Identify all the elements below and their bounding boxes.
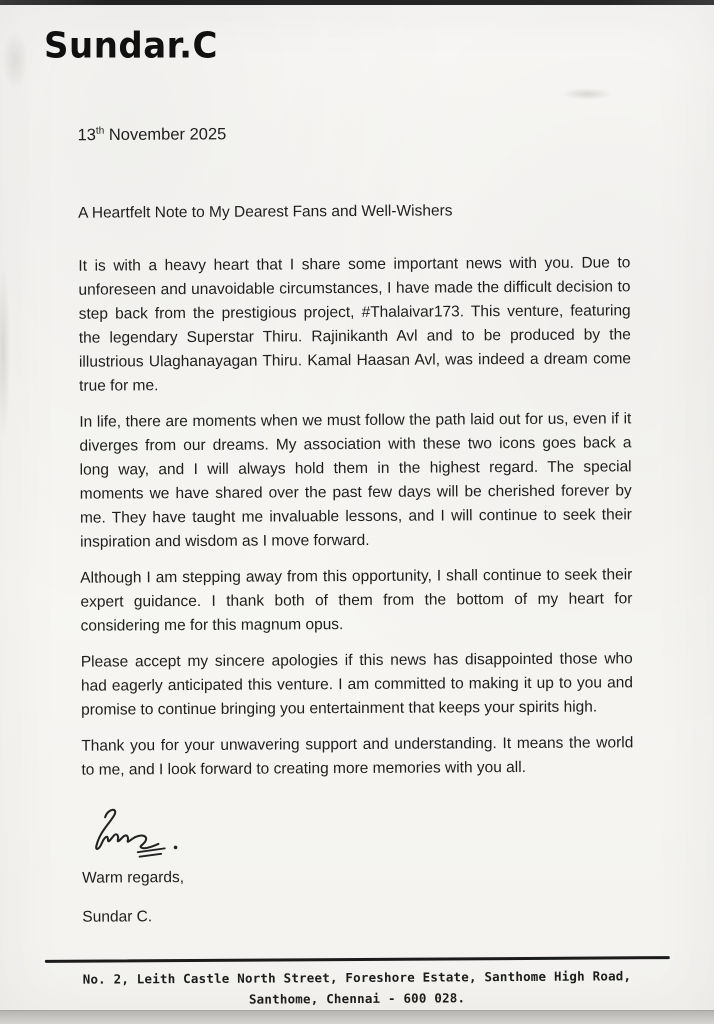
footer-address-line1: No. 2, Leith Castle North Street, Foreshore Estate, Santhome High Road, bbox=[82, 968, 632, 987]
footer-divider bbox=[44, 956, 669, 963]
closing-signatory: Sundar C. bbox=[82, 908, 153, 926]
letter-body bbox=[77, 116, 634, 945]
letter-subject: A Heartfelt Note to My Dearest Fans and Well-Wishers bbox=[78, 201, 453, 222]
date-rest: November 2025 bbox=[104, 125, 227, 145]
footer-address-line2: Santhome, Chennai - 600 028. bbox=[248, 990, 466, 1007]
signature-image bbox=[82, 799, 634, 862]
scan-artifact bbox=[0, 260, 10, 440]
paragraph: Thank you for your unwavering support and understanding. It means the world to me, and I look forward to creating more memories with you all. bbox=[81, 733, 634, 779]
scan-artifact bbox=[2, 30, 28, 90]
letterhead-logo: Sundar.C bbox=[44, 25, 218, 67]
date-ordinal-suffix: th bbox=[95, 125, 105, 137]
paragraph: Please accept my sincere apologies if this news has disappointed those who had eagerly anticipated this venture. I am committed to making it up to you and promise to continue bringing you entertainment that keeps your spirits high. bbox=[80, 649, 633, 719]
paragraph: It is with a heavy heart that I share some important news with you. Due to unforeseen and unavoidable circumstances, I have made the difficult decision to step back from the prestigious project, #Thalaivar173. This venture, featuring the legendary Superstar Thiru. Rajinikanth Avl and to be produced by the illustrious Ulaghanayagan Thiru. Kamal Haasan Avl, was indeed a dream come true for me. bbox=[78, 253, 632, 395]
paragraph: Although I am stepping away from this opportunity, I shall continue to seek their expert guidance. I thank both of them from the bottom of my heart for considering me for this magnum opus. bbox=[80, 565, 633, 635]
letterhead-footer bbox=[0, 956, 714, 1011]
footer-address bbox=[0, 965, 714, 1011]
scan-top-edge bbox=[0, 0, 714, 5]
signature-scribble bbox=[82, 801, 208, 862]
paragraph: In life, there are moments when we must follow the path laid out for us, even if it diverges from our dreams. My association with these two icons goes back a long way, and I will always hold them in the highest regard. The special moments we have shared over the past few days will be cherished forever by me. They have taught me invaluable lessons, and I will continue to seek their inspiration and wisdom as I move forward. bbox=[79, 409, 632, 551]
closing-salutation: Warm regards, bbox=[82, 868, 185, 887]
letter-date bbox=[77, 116, 629, 147]
scan-artifact bbox=[562, 88, 612, 100]
date-day: 13 bbox=[77, 126, 96, 145]
scan-bottom-edge bbox=[0, 1010, 714, 1024]
